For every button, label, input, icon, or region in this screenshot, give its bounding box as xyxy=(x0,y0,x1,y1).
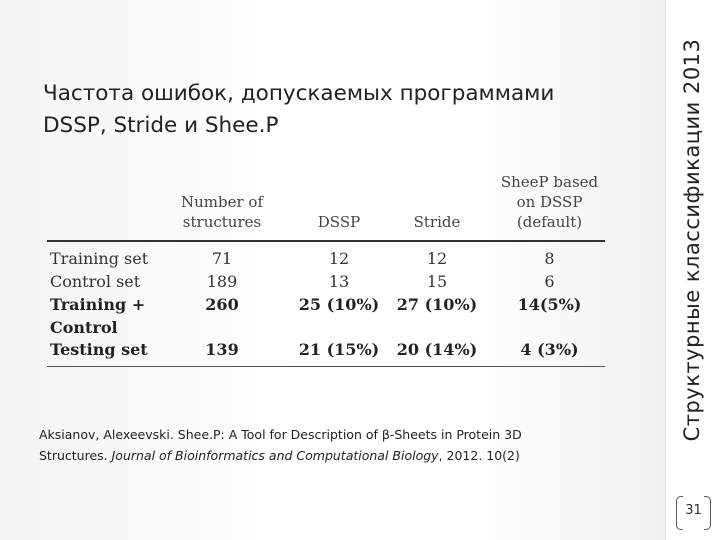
table-row xyxy=(47,294,605,317)
cell-sheep: 8 xyxy=(544,249,555,268)
slide-title-line-2: DSSP, Stride и Shee.P xyxy=(43,113,279,138)
header-sheep-line-2: on DSSP xyxy=(516,193,583,211)
row-label: Training + xyxy=(50,295,146,314)
header-sheep-line-1: SheeP based xyxy=(500,173,599,191)
table-row xyxy=(47,339,605,362)
header-structures xyxy=(172,192,272,232)
header-structures-line-2: structures xyxy=(182,213,262,231)
row-label: Training set xyxy=(50,249,149,268)
cell-structures: 139 xyxy=(205,340,239,359)
cell-dssp: 12 xyxy=(328,249,350,268)
cell-sheep: 6 xyxy=(544,272,555,291)
cell-stride: 20 (14%) xyxy=(396,340,478,359)
table-row-continuation xyxy=(47,317,605,339)
citation-line-1: Aksianov, Alexeevski. Shee.P: A Tool for Description of β-Sheets in Protein 3D xyxy=(39,427,522,442)
cell-stride: 15 xyxy=(426,272,448,291)
table-row xyxy=(47,271,605,294)
cell-structures: 189 xyxy=(206,272,238,291)
page-number: 31 xyxy=(685,503,702,518)
header-stride: Stride xyxy=(413,213,461,231)
sidebar-title: Структурные классификации 2013 xyxy=(680,38,704,442)
header-sheep xyxy=(492,172,607,232)
cell-dssp: 21 (15%) xyxy=(298,340,380,359)
citation-year-volume: , 2012. 10(2) xyxy=(438,448,520,463)
slide-title-line-1: Частота ошибок, допускаемых программами xyxy=(43,81,555,106)
row-label: Control set xyxy=(50,272,141,291)
page-number-box xyxy=(676,496,711,528)
table-row xyxy=(47,248,605,271)
cell-dssp: 13 xyxy=(328,272,350,291)
cell-stride: 12 xyxy=(426,249,448,268)
header-dssp: DSSP xyxy=(317,213,361,231)
row-label: Testing set xyxy=(50,340,148,359)
header-structures-line-1: Number of xyxy=(180,193,263,211)
table-body xyxy=(47,242,605,362)
row-label-continuation: Control xyxy=(50,318,118,337)
slide-title xyxy=(43,78,643,142)
table-header xyxy=(47,165,605,240)
results-table xyxy=(47,165,605,367)
cell-structures: 71 xyxy=(211,249,233,268)
bottom-rule xyxy=(47,366,605,367)
citation xyxy=(39,424,639,466)
cell-dssp: 25 (10%) xyxy=(298,295,380,314)
header-sheep-line-3: (default) xyxy=(516,213,583,231)
citation-line-2 xyxy=(39,445,639,466)
citation-authors-tail: Structures. xyxy=(39,448,112,463)
cell-sheep: 14(5%) xyxy=(517,295,582,314)
cell-sheep: 4 (3%) xyxy=(520,340,579,359)
cell-structures: 260 xyxy=(205,295,239,314)
citation-journal: Journal of Bioinformatics and Computational Biology xyxy=(111,448,439,463)
cell-stride: 27 (10%) xyxy=(396,295,478,314)
